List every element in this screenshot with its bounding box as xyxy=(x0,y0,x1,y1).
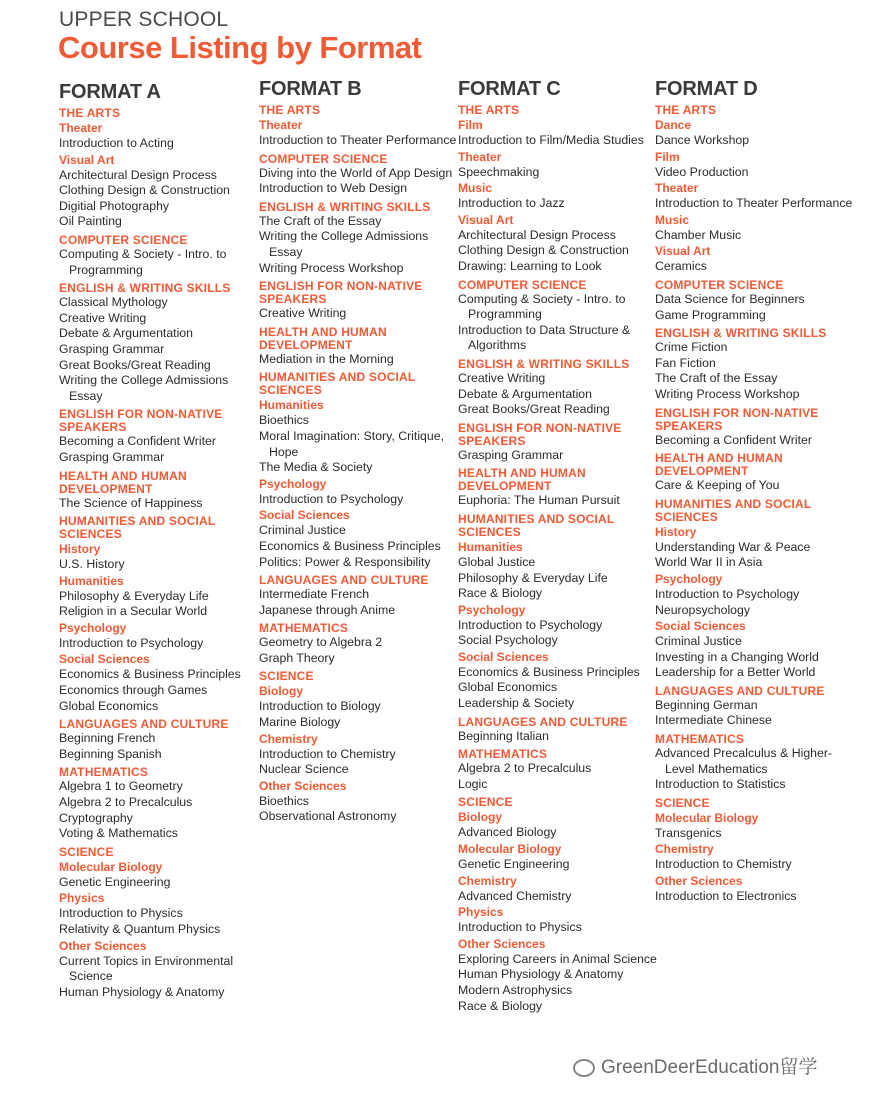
course-section xyxy=(655,327,855,402)
course-section xyxy=(59,234,259,278)
course-section xyxy=(259,622,459,666)
course-item: Writing Process Workshop xyxy=(655,386,800,401)
section-title: MATHEMATICS xyxy=(458,747,548,762)
course-section xyxy=(59,846,259,1001)
section-title: HEALTH AND HUMAN DEVELOPMENT xyxy=(59,468,187,496)
course-item: Great Books/Great Reading xyxy=(59,357,211,372)
course-section xyxy=(259,104,459,149)
format-title: FORMAT C xyxy=(458,78,561,100)
section-title: LANGUAGES AND CULTURE xyxy=(59,717,229,732)
section-title: HEALTH AND HUMAN DEVELOPMENT xyxy=(259,324,387,352)
course-section xyxy=(259,326,459,368)
subject-heading: Theater xyxy=(458,149,502,164)
format-title: FORMAT D xyxy=(655,78,758,100)
course-item: Genetic Engineering xyxy=(59,874,171,889)
course-item: Euphoria: The Human Pursuit xyxy=(458,493,620,508)
course-item: Japanese through Anime xyxy=(259,602,396,617)
subject-heading: Psychology xyxy=(59,620,127,635)
section-title: SCIENCE xyxy=(259,669,314,684)
course-item: Diving into the World of App Design xyxy=(259,165,453,180)
course-item: Human Physiology & Anatomy xyxy=(458,967,624,982)
course-item: Beginning German xyxy=(655,697,758,712)
course-item: Global Justice xyxy=(458,554,536,569)
section-title: MATHEMATICS xyxy=(59,765,149,780)
course-item: Introduction to Jazz xyxy=(458,196,565,211)
course-item: Race & Biology xyxy=(458,998,543,1013)
course-section xyxy=(59,515,259,714)
subject-heading: Humanities xyxy=(458,539,523,554)
course-section xyxy=(458,513,658,712)
section-title: ENGLISH FOR NON-NATIVE SPEAKERS xyxy=(259,279,423,307)
section-title: LANGUAGES AND CULTURE xyxy=(259,573,429,588)
course-item: Introduction to Chemistry xyxy=(259,746,396,761)
subject-heading: History xyxy=(655,524,697,539)
course-item: Criminal Justice xyxy=(655,634,742,649)
course-item: Introduction to Acting xyxy=(59,136,174,150)
course-item: Introduction to Physics xyxy=(59,906,183,921)
course-item: Transgenics xyxy=(655,825,722,840)
section-title: MATHEMATICS xyxy=(655,732,745,747)
course-item: Moral Imagination: Story, Critique, Hope xyxy=(259,428,444,459)
course-item: Advanced Precalculus & Higher-Level Mathematics xyxy=(655,746,833,776)
course-item: Introduction to Psychology xyxy=(655,586,800,601)
course-item: Introduction to Web Design xyxy=(259,181,408,196)
course-section xyxy=(259,280,459,322)
course-item: Human Physiology & Anatomy xyxy=(59,984,225,999)
section-title: HUMANITIES AND SOCIAL SCIENCES xyxy=(259,370,416,398)
course-item: Relativity & Quantum Physics xyxy=(59,922,221,936)
course-section xyxy=(59,718,259,762)
course-item: Philosophy & Everyday Life xyxy=(59,588,209,603)
course-item: Computing & Society - Intro. to Programming xyxy=(59,246,227,277)
subject-heading: Molecular Biology xyxy=(458,842,562,857)
subject-heading: Other Sciences xyxy=(458,936,546,951)
page-title: Course Listing by Format xyxy=(58,30,422,65)
course-item: Leadership for a Better World xyxy=(655,665,816,680)
section-title: SCIENCE xyxy=(458,795,513,810)
section-title: THE ARTS xyxy=(458,103,520,117)
course-item: Crime Fiction xyxy=(655,340,728,355)
course-item: Marine Biology xyxy=(259,715,341,730)
course-section xyxy=(458,467,658,509)
course-item: Data Science for Beginners xyxy=(655,291,805,306)
course-section xyxy=(655,685,855,729)
course-item: Bioethics xyxy=(259,793,309,808)
course-item: Politics: Power & Responsibility xyxy=(259,554,431,569)
subject-heading: Molecular Biology xyxy=(59,859,163,874)
section-title: LANGUAGES AND CULTURE xyxy=(655,683,825,698)
subject-heading: History xyxy=(59,542,101,557)
subject-heading: Theater xyxy=(259,118,303,132)
course-section xyxy=(458,716,658,745)
subject-heading: Music xyxy=(458,181,493,196)
watermark xyxy=(573,1052,818,1079)
subject-heading: Molecular Biology xyxy=(655,810,759,825)
section-title: HUMANITIES AND SOCIAL SCIENCES xyxy=(458,511,615,539)
subject-heading: Social Sciences xyxy=(655,619,746,634)
course-section xyxy=(458,796,658,1014)
subject-heading: Biology xyxy=(259,684,303,699)
course-item: The Craft of the Essay xyxy=(259,213,382,228)
course-item: Introduction to Psychology xyxy=(458,617,603,632)
course-section xyxy=(259,670,459,825)
course-section xyxy=(655,104,855,275)
course-item: Introduction to Statistics xyxy=(655,777,786,792)
course-section xyxy=(59,107,259,230)
course-section xyxy=(458,748,658,792)
subject-heading: Physics xyxy=(458,905,504,920)
format-column-a xyxy=(59,81,259,1000)
course-item: Becoming a Confident Writer xyxy=(655,432,812,447)
course-section xyxy=(655,498,855,681)
course-item: Neuropsychology xyxy=(655,602,751,617)
course-item: Investing in a Changing World xyxy=(655,649,819,664)
course-item: Cryptography xyxy=(59,810,133,825)
course-item: Nuclear Science xyxy=(259,762,349,777)
course-section xyxy=(259,574,459,618)
course-item: Advanced Biology xyxy=(458,825,557,840)
course-item: Leadership & Society xyxy=(458,696,575,711)
course-item: Beginning Spanish xyxy=(59,746,162,761)
course-section xyxy=(59,282,259,404)
section-title: COMPUTER SCIENCE xyxy=(458,277,587,292)
subject-heading: Humanities xyxy=(259,398,324,413)
section-title: ENGLISH FOR NON-NATIVE SPEAKERS xyxy=(458,420,622,448)
section-title: ENGLISH FOR NON-NATIVE SPEAKERS xyxy=(655,405,819,433)
course-item: Dance Workshop xyxy=(655,133,750,147)
course-item: Writing Process Workshop xyxy=(259,260,404,275)
section-title: THE ARTS xyxy=(259,103,321,117)
course-item: Global Economics xyxy=(458,680,558,695)
course-item: Introduction to Data Structure & Algorithms xyxy=(458,322,631,353)
course-item: Economics & Business Principles xyxy=(59,667,241,682)
course-section xyxy=(655,452,855,494)
subject-heading: Theater xyxy=(59,121,103,135)
course-item: Introduction to Biology xyxy=(259,699,381,714)
course-item: Voting & Mathematics xyxy=(59,826,178,841)
subject-heading: Other Sciences xyxy=(655,874,743,889)
course-item: Algebra 2 to Precalculus xyxy=(59,795,193,810)
course-item: Bioethics xyxy=(259,413,309,428)
course-item: Introduction to Film/Media Studies xyxy=(458,133,644,147)
course-item: Modern Astrophysics xyxy=(458,983,573,997)
course-item: Introduction to Psychology xyxy=(59,635,204,650)
course-item: Writing the College Admissions Essay xyxy=(259,229,429,259)
format-column-d xyxy=(655,78,855,905)
subject-heading: Theater xyxy=(655,181,699,196)
course-item: Game Programming xyxy=(655,307,766,322)
subject-heading: Other Sciences xyxy=(259,778,347,793)
course-item: World War II in Asia xyxy=(655,555,763,570)
course-item: Introduction to Chemistry xyxy=(655,857,792,872)
course-item: Introduction to Psychology xyxy=(259,491,404,506)
course-item: Video Production xyxy=(655,164,749,179)
course-section xyxy=(655,279,855,323)
course-item: Oil Painting xyxy=(59,214,122,229)
subject-heading: Visual Art xyxy=(655,244,711,259)
section-title: LANGUAGES AND CULTURE xyxy=(458,714,628,729)
course-section xyxy=(259,371,459,570)
course-item: Speechmaking xyxy=(458,164,540,179)
course-item: Mediation in the Morning xyxy=(259,351,394,366)
section-title: ENGLISH FOR NON-NATIVE SPEAKERS xyxy=(59,407,223,435)
subject-heading: Music xyxy=(655,212,690,227)
subject-heading: Visual Art xyxy=(458,212,514,227)
course-item: Creative Writing xyxy=(259,306,347,321)
course-item: Debate & Argumentation xyxy=(458,386,592,401)
subject-heading: Social Sciences xyxy=(259,508,350,523)
subject-heading: Social Sciences xyxy=(59,652,150,667)
course-item: Clothing Design & Construction xyxy=(59,183,230,198)
section-title: COMPUTER SCIENCE xyxy=(259,151,388,166)
course-section xyxy=(655,797,855,905)
course-item: Global Economics xyxy=(59,698,159,713)
course-item: Understanding War & Peace xyxy=(655,539,811,554)
course-item: Grasping Grammar xyxy=(59,341,165,356)
course-item: Creative Writing xyxy=(458,370,546,385)
course-item: Religion in a Secular World xyxy=(59,604,208,619)
course-item: Digitial Photography xyxy=(59,198,170,213)
section-title: HUMANITIES AND SOCIAL SCIENCES xyxy=(655,496,812,524)
course-item: Chamber Music xyxy=(655,227,742,242)
section-title: THE ARTS xyxy=(655,103,717,117)
course-item: Ceramics xyxy=(655,259,707,274)
course-item: The Craft of the Essay xyxy=(655,371,778,386)
format-title: FORMAT A xyxy=(59,81,161,103)
chat-bubble-icon xyxy=(573,1059,595,1077)
section-title: SCIENCE xyxy=(59,844,114,859)
section-title: HEALTH AND HUMAN DEVELOPMENT xyxy=(655,451,783,479)
course-item: Economics & Business Principles xyxy=(259,538,441,553)
course-item: Beginning Italian xyxy=(458,728,549,743)
course-item: Algebra 1 to Geometry xyxy=(59,779,183,794)
course-section xyxy=(59,470,259,512)
section-title: COMPUTER SCIENCE xyxy=(59,232,188,247)
course-item: Genetic Engineering xyxy=(458,857,570,872)
course-item: Architectural Design Process xyxy=(458,227,616,242)
course-item: Creative Writing xyxy=(59,310,147,325)
subject-heading: Psychology xyxy=(458,602,526,617)
watermark-text: GreenDeerEducation留学 xyxy=(601,1057,818,1078)
section-title: ENGLISH & WRITING SKILLS xyxy=(458,356,630,371)
course-item: Criminal Justice xyxy=(259,523,346,538)
course-item: Computing & Society - Intro. to Programming xyxy=(458,291,626,322)
course-item: Becoming a Confident Writer xyxy=(59,434,216,449)
course-section xyxy=(59,408,259,465)
course-item: Writing the College Admissions Essay xyxy=(59,373,229,403)
course-item: Logic xyxy=(458,776,488,791)
course-item: Graph Theory xyxy=(259,650,335,665)
course-item: Fan Fiction xyxy=(655,355,716,370)
course-section xyxy=(458,358,658,418)
section-title: ENGLISH & WRITING SKILLS xyxy=(59,281,231,296)
course-item: Grasping Grammar xyxy=(458,447,564,462)
section-title: HUMANITIES AND SOCIAL SCIENCES xyxy=(59,514,216,542)
course-item: Philosophy & Everyday Life xyxy=(458,570,608,585)
course-item: Exploring Careers in Animal Science xyxy=(458,951,657,966)
subject-heading: Psychology xyxy=(259,476,327,491)
section-title: SCIENCE xyxy=(655,795,710,810)
course-item: Intermediate Chinese xyxy=(655,713,772,728)
course-section xyxy=(59,766,259,841)
course-item: Architectural Design Process xyxy=(59,167,217,182)
course-item: The Science of Happiness xyxy=(59,495,203,510)
section-title: HEALTH AND HUMAN DEVELOPMENT xyxy=(458,466,586,494)
course-item: Economics & Business Principles xyxy=(458,664,640,679)
subject-heading: Chemistry xyxy=(655,842,714,857)
course-section xyxy=(458,422,658,464)
course-item: Intermediate French xyxy=(259,587,370,602)
subject-heading: Biology xyxy=(458,810,502,825)
course-section xyxy=(259,153,459,197)
course-item: Algebra 2 to Precalculus xyxy=(458,761,592,776)
subject-heading: Film xyxy=(458,118,483,132)
section-title: ENGLISH & WRITING SKILLS xyxy=(259,199,431,214)
course-section xyxy=(458,279,658,354)
course-item: Race & Biology xyxy=(458,586,543,601)
course-item: Clothing Design & Construction xyxy=(458,243,629,258)
course-item: Economics through Games xyxy=(59,683,208,698)
course-item: The Media & Society xyxy=(259,460,373,475)
subject-heading: Chemistry xyxy=(458,873,517,888)
subject-heading: Other Sciences xyxy=(59,938,147,953)
subject-heading: Social Sciences xyxy=(458,649,549,664)
course-section xyxy=(259,201,459,276)
course-item: Great Books/Great Reading xyxy=(458,402,610,417)
course-section xyxy=(458,104,658,275)
course-item: Introduction to Theater Performance xyxy=(655,196,853,211)
format-column-c xyxy=(458,78,658,1014)
course-item: Debate & Argumentation xyxy=(59,326,193,341)
subject-heading: Visual Art xyxy=(59,152,115,167)
format-column-b xyxy=(259,78,459,825)
format-title: FORMAT B xyxy=(259,78,362,100)
course-item: Observational Astronomy xyxy=(259,809,397,824)
course-item: Grasping Grammar xyxy=(59,449,165,464)
subject-heading: Psychology xyxy=(655,571,723,586)
course-section xyxy=(655,733,855,793)
course-item: Current Topics in Environmental Science xyxy=(59,953,234,984)
course-item: Advanced Chemistry xyxy=(458,888,572,903)
subject-heading: Chemistry xyxy=(259,731,318,746)
course-item: Geometry to Algebra 2 xyxy=(259,635,383,650)
course-item: Beginning French xyxy=(59,731,156,746)
subject-heading: Film xyxy=(655,149,680,164)
course-item: Introduction to Physics xyxy=(458,920,582,935)
course-item: U.S. History xyxy=(59,557,125,572)
section-title: MATHEMATICS xyxy=(259,621,349,636)
course-item: Classical Mythology xyxy=(59,295,168,310)
section-title: COMPUTER SCIENCE xyxy=(655,277,784,292)
course-item: Introduction to Theater Performance xyxy=(259,133,457,147)
course-item: Social Psychology xyxy=(458,633,558,648)
subject-heading: Physics xyxy=(59,891,105,906)
course-item: Care & Keeping of You xyxy=(655,478,780,493)
course-item: Introduction to Electronics xyxy=(655,889,797,904)
course-section xyxy=(655,407,855,449)
page-kicker: UPPER SCHOOL xyxy=(59,8,229,31)
subject-heading: Dance xyxy=(655,118,692,132)
section-title: THE ARTS xyxy=(59,106,121,120)
subject-heading: Humanities xyxy=(59,573,124,588)
course-item: Drawing: Learning to Look xyxy=(458,258,602,273)
section-title: ENGLISH & WRITING SKILLS xyxy=(655,326,827,341)
